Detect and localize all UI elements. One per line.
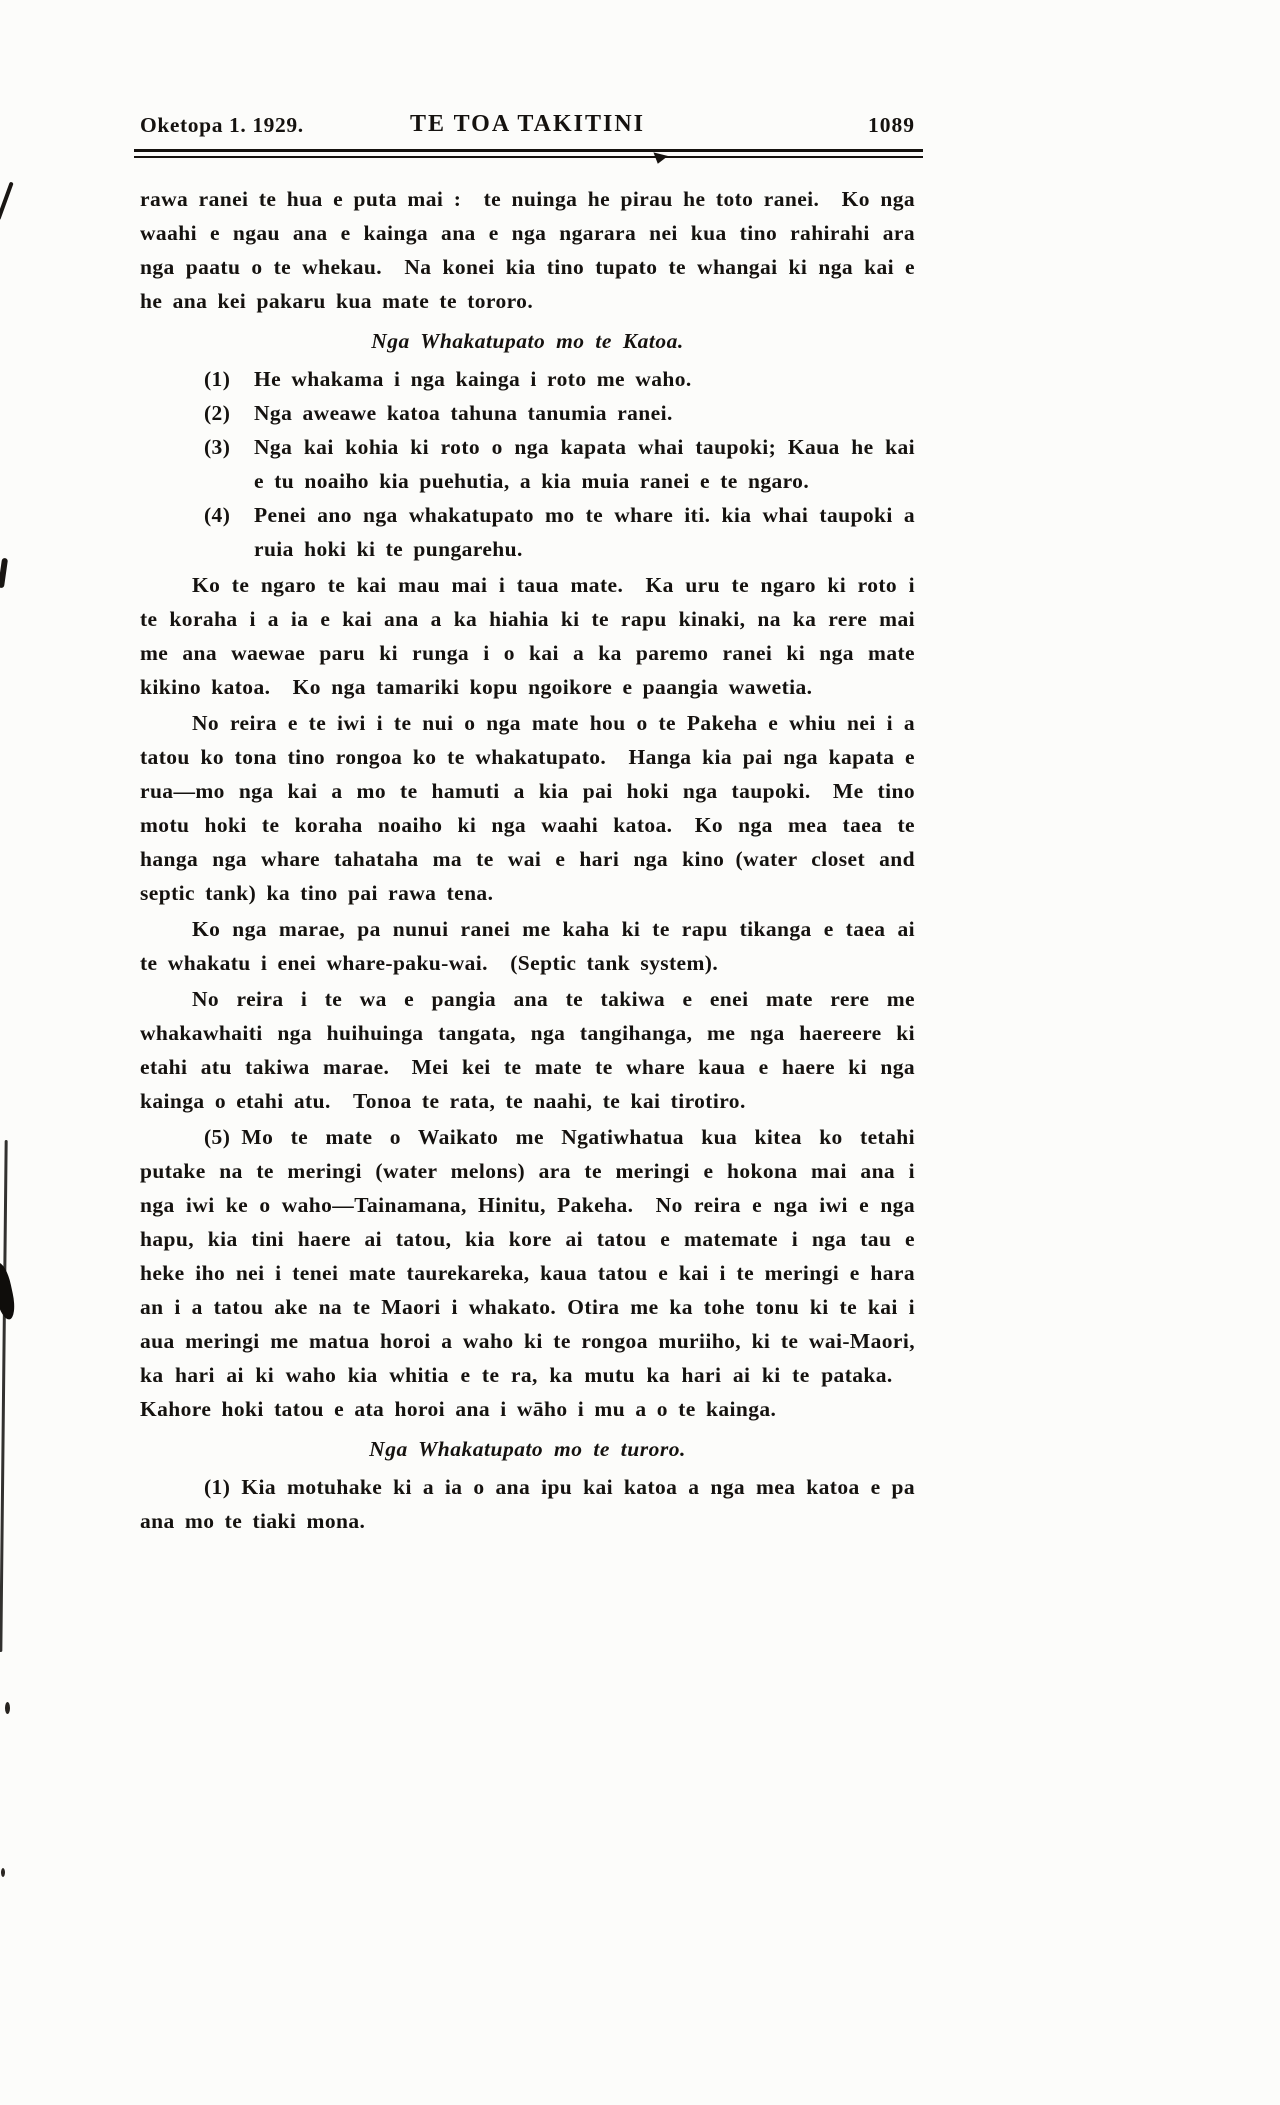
paragraph-marae: Ko nga marae, pa nunui ranei me kaha ki te rapu tikanga e taea ai te whakatu i enei whare-paku-wai. (Septic tank system). [140,917,915,975]
section-heading-katoa: Nga Whakatupato mo te Katoa. [371,329,684,353]
page-content [140,100,915,1540]
scan-artifact [0,1261,18,1321]
paragraph-intro: rawa ranei te hua e puta mai : te nuinga he pirau he toto ranei. Ko nga waahi e ngau ana e kainga ana e nga ngarara nei kua tino rahirahi ara nga paatu o te whekau. Na konei kia tino tupato te whangai ki nga kai e he ana kei pakaru kua mate te tororo. [140,187,915,313]
list-item-number: (1) [204,367,231,391]
list-item-number: (3) [204,435,231,459]
publication-title: TE TOA TAKITINI [410,111,645,137]
list-item [204,362,915,396]
list-item [204,498,915,566]
list-item [204,396,915,430]
article-body [140,182,915,1538]
scan-artifact [0,1140,8,1652]
page-number: 1089 [868,113,915,137]
list-item [204,430,915,498]
list-item-number: (4) [204,503,231,527]
scan-artifact [1,1868,5,1877]
paragraph-ngaro: Ko te ngaro te kai mau mai i taua mate. Ka uru te ngaro ki roto i te koraha i a ia e kai ana a ka hiahia ki te rapu kinaki, na ka rere mai me ana waewae paru ki runga i o kai a ka paremo ranei ki nga mate kikino katoa. Ko nga tamariki kopu ngoikore e paangia wawetia. [140,573,915,699]
paragraph-no-reira: No reira e te iwi i te nui o nga mate hou o te Pakeha e whiu nei i a tatou ko tona tino rongoa ko te whakatupato. Hanga kia pai nga kapata e rua—mo nga kai a mo te hamuti a kia pai hoki nga taupoki. Me tino motu hoki te koraha noaiho ki nga waahi katoa. Ko nga mea taea te hanga nga whare tahataha ma te wai e hari nga kino (water closet and septic tank) ka tino pai rawa tena. [140,711,915,905]
paragraph-turoro: (1) Kia motuhake ki a ia o ana ipu kai katoa a nga mea katoa e pa ana mo te tiaki mona. [140,1475,915,1533]
section-heading-turoro: Nga Whakatupato mo te turoro. [369,1437,686,1461]
paragraph-takiwa: No reira i te wa e pangia ana te takiwa e enei mate rere me whakawhaiti nga huihuinga tangata, nga tangihanga, me nga haereere ki etahi atu takiwa marae. Mei kei te mate te whare kaua e haere ki nga kainga o etahi atu. Tonoa te rata, te naahi, te kai tirotiro. [140,987,915,1113]
list-item-number: (2) [204,401,231,425]
scan-artifact [0,558,8,589]
paragraph-waikato: (5) Mo te mate o Waikato me Ngatiwhatua kua kitea ko tetahi putake na te meringi (water melons) ara te meringi e hokona mai ana i nga iwi ke o waho—Tainamana, Hinitu, Pakeha. No reira e nga iwi e nga hapu, kia tini haere ai tatou, kia kore ai tatou e matemate i nga tau e heke iho nei i tenei mate taurekareka, kaua tatou e kai i te meringi e hara an i a tatou ake na te Maori i whakato. Otira me ka tohe tonu ki te kai i aua meringi me matua horoi a waho ki te rongoa muriiho, ki te wai-Maori, ka hari ai ki waho kia whitia e te ra, ka mutu ka hari ai ki te pataka. Kahore hoki tatou e ata horoi ana i wāho i mu a o te kainga. [140,1125,915,1421]
scan-artifact [5,1702,10,1714]
list-item-text: Penei ano nga whakatupato mo te whare iti. kia whai taupoki a ruia hoki ki te pungarehu. [254,503,915,561]
issue-date: Oketopa 1. 1929. [140,113,304,137]
list-item-text: Nga kai kohia ki roto o nga kapata whai taupoki; Kaua he kai e tu noaiho kia puehutia, a kia muia ranei e te ngaro. [254,435,915,493]
list-item-text: He whakama i nga kainga i roto me waho. [254,367,692,391]
scan-artifact [0,182,14,221]
masthead-double-rule [134,149,923,158]
masthead [140,100,915,138]
precaution-list [140,362,915,566]
list-item-text: Nga aweawe katoa tahuna tanumia ranei. [254,401,673,425]
